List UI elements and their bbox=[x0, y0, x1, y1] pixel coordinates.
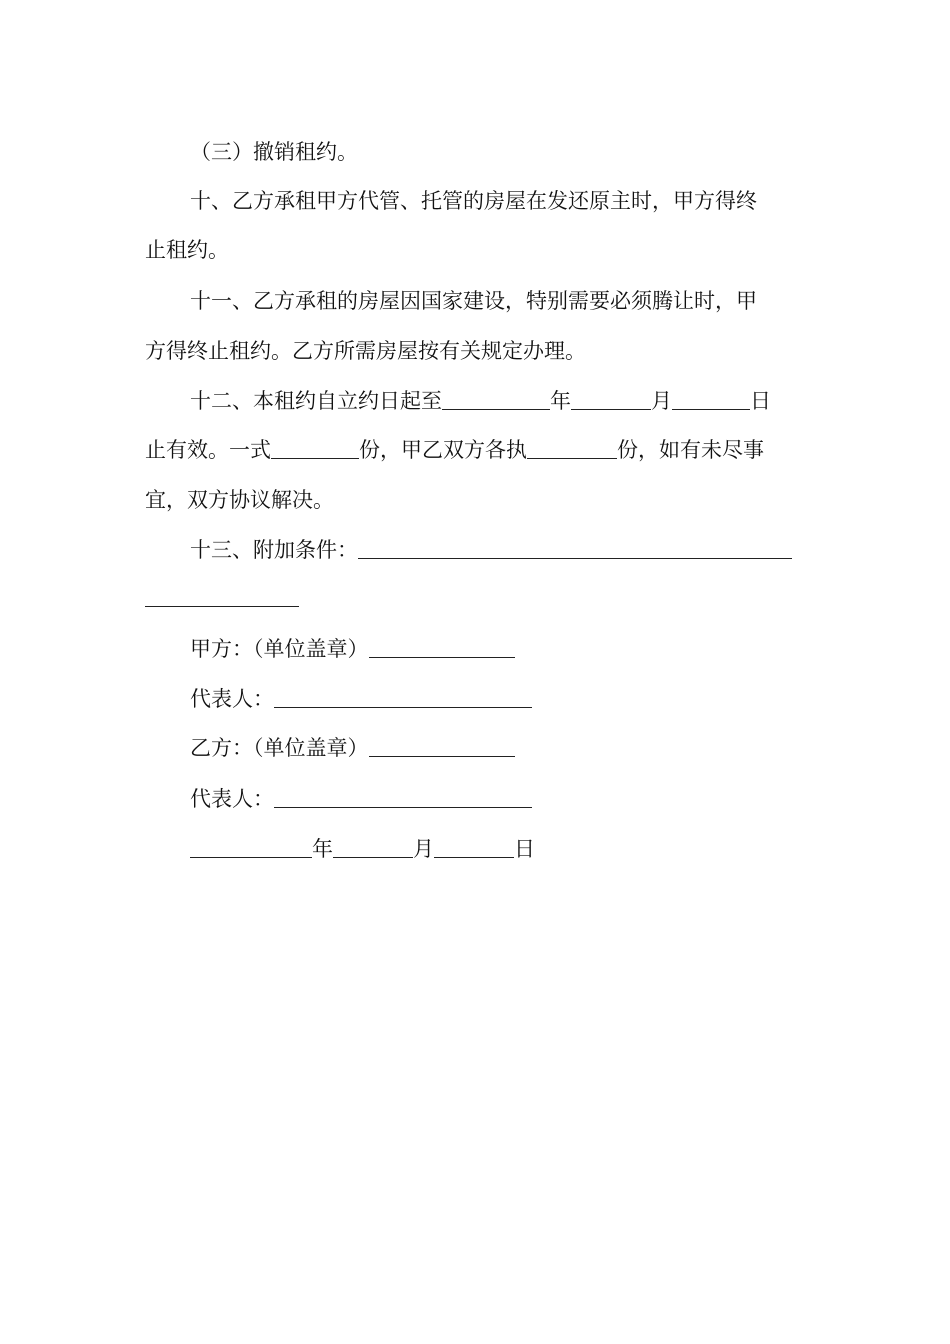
additional-terms-blank-continued[interactable] bbox=[145, 606, 299, 607]
signing-day-label: 日 bbox=[514, 837, 535, 861]
clause-10-line1: 十、乙方承租甲方代管、托管的房屋在发还原主时，甲方得终 bbox=[190, 189, 757, 213]
month-blank[interactable] bbox=[571, 391, 651, 410]
party-a-label: 甲方：（单位盖章） bbox=[190, 637, 369, 661]
party-a-seal-blank[interactable] bbox=[369, 639, 515, 658]
clause-12-unresolved-text: 份，如有未尽事 bbox=[617, 438, 764, 462]
party-b-seal-blank[interactable] bbox=[369, 738, 515, 757]
month-label: 月 bbox=[651, 389, 672, 413]
clause-12-line3: 宜，双方协议解决。 bbox=[145, 488, 334, 512]
clause-11-line1: 十一、乙方承租的房屋因国家建设，特别需要必须腾让时，甲 bbox=[190, 289, 757, 313]
rep-b-blank[interactable] bbox=[274, 789, 532, 808]
clause-12-line1 bbox=[190, 388, 810, 414]
signing-month-blank[interactable] bbox=[333, 839, 413, 858]
party-a-line bbox=[190, 636, 810, 662]
party-b-label: 乙方：（单位盖章） bbox=[190, 736, 369, 760]
clause-12-line2 bbox=[145, 437, 810, 463]
copies-each-blank[interactable] bbox=[527, 440, 617, 459]
clause-12-each-holds-text: 份，甲乙双方各执 bbox=[359, 438, 527, 462]
year-label: 年 bbox=[550, 389, 571, 413]
copies-count-blank[interactable] bbox=[271, 440, 359, 459]
clause-revoke-lease: （三）撤销租约。 bbox=[190, 140, 358, 164]
clause-12-copies-text: 止有效。一式 bbox=[145, 438, 271, 462]
clause-13-line1 bbox=[190, 537, 810, 563]
party-b-line bbox=[190, 735, 810, 761]
day-label: 日 bbox=[750, 389, 771, 413]
additional-terms-blank[interactable] bbox=[358, 540, 792, 559]
signing-month-label: 月 bbox=[413, 837, 434, 861]
clause-12-validity-text: 十二、本租约自立约日起至 bbox=[190, 389, 442, 413]
rep-a-line bbox=[190, 686, 810, 712]
clause-10-line2: 止租约。 bbox=[145, 238, 229, 262]
clause-11-line2: 方得终止租约。乙方所需房屋按有关规定办理。 bbox=[145, 339, 586, 363]
signing-year-label: 年 bbox=[312, 837, 333, 861]
day-blank[interactable] bbox=[672, 391, 750, 410]
signing-year-blank[interactable] bbox=[190, 839, 312, 858]
signing-date-line bbox=[190, 836, 810, 862]
rep-a-blank[interactable] bbox=[274, 689, 532, 708]
rep-b-line bbox=[190, 786, 810, 812]
year-blank[interactable] bbox=[442, 391, 550, 410]
rep-a-label: 代表人： bbox=[190, 687, 274, 711]
signing-day-blank[interactable] bbox=[434, 839, 514, 858]
additional-terms-label: 十三、附加条件： bbox=[190, 538, 358, 562]
rep-b-label: 代表人： bbox=[190, 787, 274, 811]
